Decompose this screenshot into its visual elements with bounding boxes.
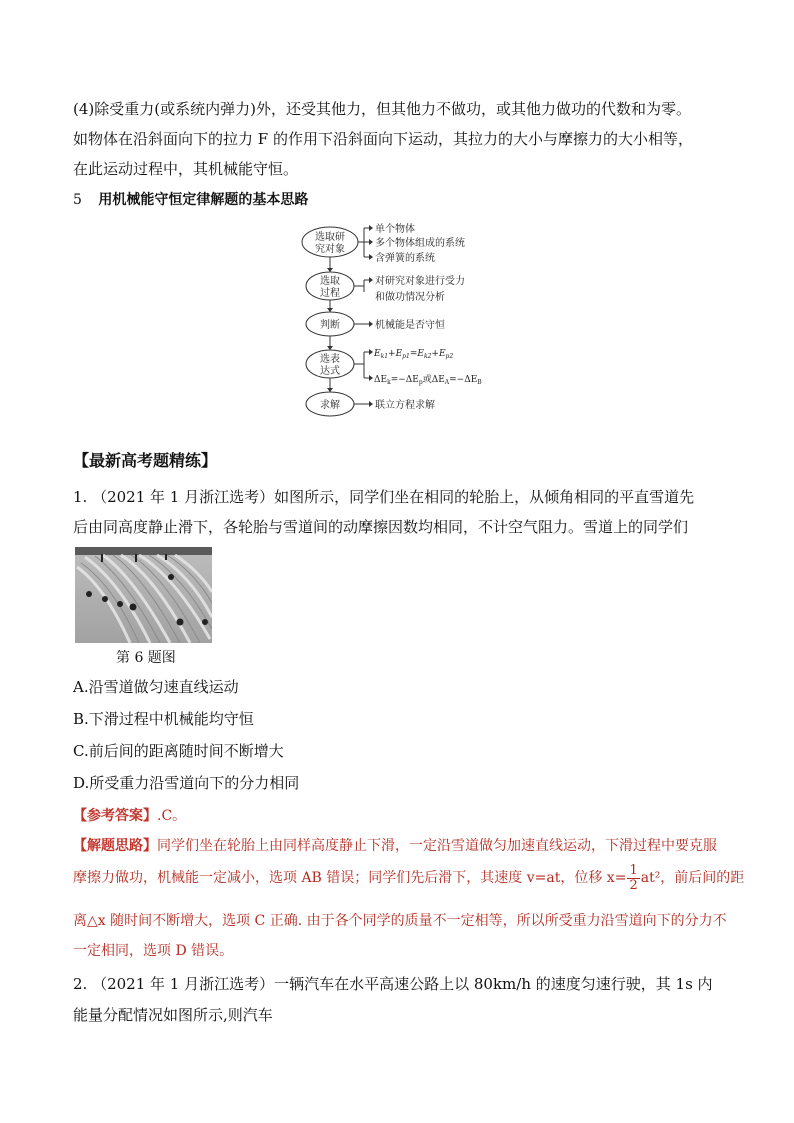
- section5-title: 用机械能守恒定律解题的基本思路: [98, 192, 309, 208]
- para4-line3: 在此运动过程中，其机械能守恒。: [73, 160, 299, 178]
- figure-caption: 第 6 题图: [116, 650, 176, 666]
- branch1-item-1: 单个物体: [375, 224, 415, 235]
- analysis-label: 【解题思路】: [73, 838, 157, 854]
- branch2-line1: 对研究对象进行受力: [375, 276, 465, 287]
- branch1-item-3: 含弹簧的系统: [375, 253, 435, 264]
- section5-number: 5: [73, 192, 82, 208]
- flow-step-1-line2: 究对象: [315, 244, 345, 255]
- analysis-line2: 摩擦力做功，机械能一定减小，选项 AB 错误；同学们先后滑下，其速度 v=at，位移 x= $\frac{1}{2}$ at²，前后间的距: [73, 862, 745, 893]
- flowchart: [298, 220, 498, 420]
- fraction-half: $\frac{1}{2}$: [629, 862, 638, 893]
- analysis-line3: 离△x 随时间不断增大，选项 C 正确. 由于各个同学的质量不一定相等，所以所受重力沿雪道向下的分力不: [73, 913, 727, 929]
- para4-line1: (4)除受重力(或系统内弹力)外，还受其他力，但其他力不做功，或其他力做功的代数和为零。: [73, 100, 691, 118]
- q2-line2: 能量分配情况如图所示,则汽车: [73, 1006, 273, 1024]
- branch5-text: 联立方程求解: [375, 400, 435, 411]
- option-c: C.前后间的距离随时间不断增大: [73, 742, 284, 760]
- flow-step-1-line1: 选取研: [315, 232, 345, 243]
- analysis-line1: 【解题思路】同学们坐在轮胎上由同样高度静止下滑，一定沿雪道做匀加速直线运动，下滑过程中要克服: [73, 838, 717, 854]
- answer-line: [73, 805, 186, 825]
- option-b: B.下滑过程中机械能均守恒: [73, 710, 254, 728]
- branch1-item-2: 多个物体组成的系统: [375, 238, 465, 249]
- ski-slope-photo: [75, 547, 212, 643]
- exercises-heading: 【最新高考题精练】: [73, 451, 218, 470]
- flow-step-5-label: 求解: [320, 400, 340, 411]
- answer-label: 【参考答案】: [73, 808, 157, 824]
- branch3-text: 机械能是否守恒: [375, 320, 445, 331]
- flow-step-2-line1: 选取: [320, 276, 340, 287]
- branch4-equation-1: $E_{k1}+E_{p1}=E_{k2}+E_{p2}$: [374, 349, 454, 360]
- q1-line1: 1. （2021 年 1 月浙江选考）如图所示，同学们坐在相同的轮胎上，从倾角相同的平直雪道先: [73, 488, 695, 506]
- analysis-line4: 一定相同，选项 D 错误。: [73, 943, 234, 959]
- answer-value: .C。: [157, 808, 187, 824]
- para4-line2: 如物体在沿斜面向下的拉力 F 的作用下沿斜面向下运动，其拉力的大小与摩擦力的大小相等，: [73, 130, 693, 148]
- section5-heading: [73, 189, 308, 209]
- branch4-equation-2: $\Delta E_k=-\Delta E_p$或$\Delta E_A=-\Delta E_B$: [374, 375, 482, 386]
- q1-line2: 后由同高度静止滑下，各轮胎与雪道间的动摩擦因数均相同，不计空气阻力。雪道上的同学们: [73, 518, 689, 536]
- flow-step-2-line2: 过程: [320, 288, 340, 299]
- branch2-line2: 和做功情况分析: [375, 292, 445, 303]
- q2-line1: 2. （2021 年 1 月浙江选考）一辆汽车在水平高速公路上以 80km/h 的速度匀速行驶，其 1s 内: [73, 975, 713, 993]
- option-d: D.所受重力沿雪道向下的分力相同: [73, 774, 300, 792]
- flow-step-4-line2: 达式: [320, 366, 340, 377]
- flow-step-4-line1: 选表: [320, 354, 340, 365]
- flow-step-3-label: 判断: [320, 320, 340, 331]
- option-a: A.沿雪道做匀速直线运动: [73, 678, 239, 696]
